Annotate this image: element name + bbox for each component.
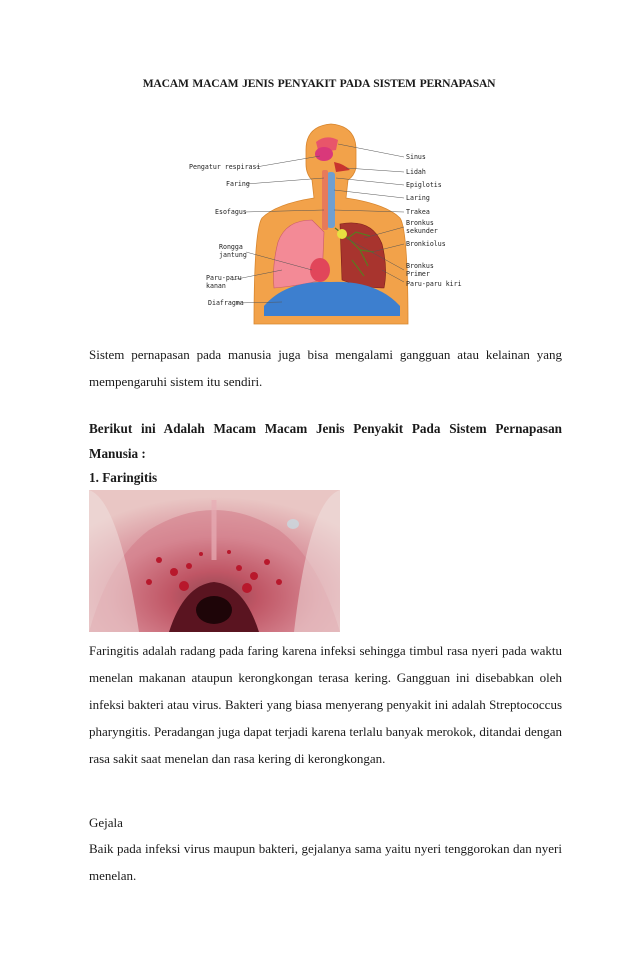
faringitis-throat-photo	[89, 490, 340, 632]
label-rongga-jantung-1: Rongga	[219, 243, 243, 251]
label-bronkus-sekunder-1: Bronkus	[406, 219, 434, 227]
item-1-heading: 1. Faringitis	[89, 470, 158, 485]
label-diafragma: Diafragma	[208, 299, 244, 307]
label-bronkus-sekunder-2: sekunder	[406, 227, 438, 235]
heart	[310, 258, 330, 282]
label-pengatur-respirasi: Pengatur respirasi	[189, 163, 261, 171]
label-sinus: Sinus	[406, 153, 426, 161]
label-laring: Laring	[406, 194, 430, 202]
label-bronkus-primer-1: Bronkus	[406, 262, 434, 270]
gejala-label: Gejala	[89, 815, 123, 830]
label-rongga-jantung-2: jantung	[219, 251, 247, 259]
label-faring: Faring	[226, 180, 250, 188]
trachea	[327, 172, 335, 228]
faringitis-paragraph: Faringitis adalah radang pada faring karena infeksi sehingga timbul rasa nyeri pada waktu menelan makanan ataupun kerongkongan terasa kering. Gangguan ini disebabkan oleh infeksi bakteri atau virus. Bakteri yang biasa menyerang penyakit ini adalah Streptococcus pharyngitis. Peradangan juga dapat terjadi karena terlalu banyak merokok, ditandai dengan rasa sakit saat menelan dan rasa kering di kerongkongan.	[89, 643, 562, 766]
label-epiglotis: Epiglotis	[406, 181, 442, 189]
esophagus	[322, 170, 328, 230]
label-paru-kiri: Paru-paru kiri	[406, 280, 462, 288]
section-heading: Berikut ini Adalah Macam Macam Jenis Penyakit Pada Sistem Pernapasan Manusia :	[89, 421, 562, 461]
label-paru-kanan-2: kanan	[206, 282, 226, 290]
label-esofagus: Esofagus	[215, 208, 247, 216]
label-lidah: Lidah	[406, 168, 426, 176]
respiratory-system-diagram	[186, 120, 462, 324]
bronchus-primary	[337, 229, 347, 239]
brain-respiratory-center	[315, 147, 333, 161]
label-bronkus-primer-2: Primer	[406, 270, 430, 278]
label-paru-kanan-1: Paru-paru	[206, 274, 242, 282]
label-trakea: Trakea	[406, 208, 430, 216]
intro-paragraph: Sistem pernapasan pada manusia juga bisa mengalami gangguan atau kelainan yang mempengaruhi sistem itu sendiri.	[89, 347, 562, 389]
gejala-paragraph: Baik pada infeksi virus maupun bakteri, gejalanya sama yaitu nyeri tenggorokan dan nyeri menelan.	[89, 841, 562, 883]
page-title: MACAM MACAM JENIS PENYAKIT PADA SISTEM PERNAPASAN	[142, 77, 496, 90]
label-bronkiolus: Bronkiolus	[406, 240, 446, 248]
